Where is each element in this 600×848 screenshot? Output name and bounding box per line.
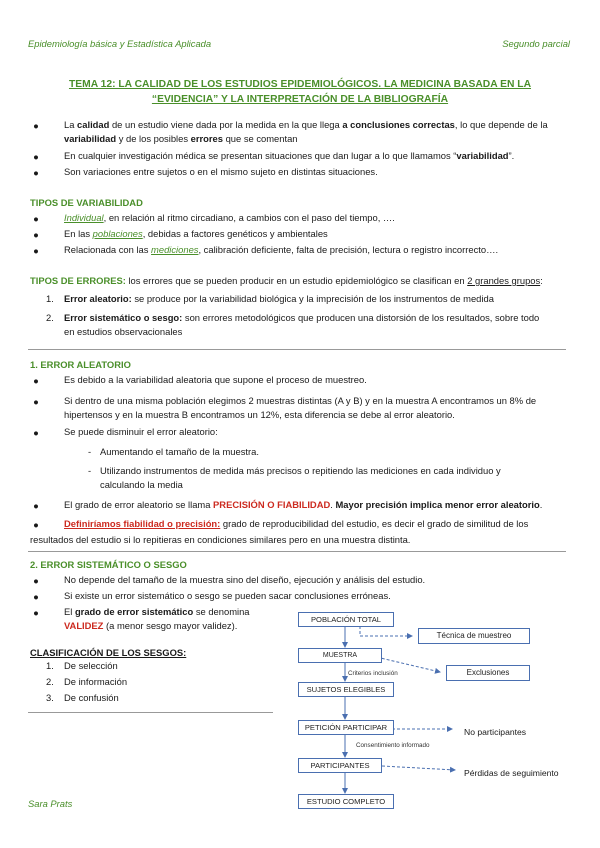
- header-term: Segundo parcial: [502, 38, 570, 49]
- list-number: 3.: [46, 692, 54, 703]
- bullet-icon: ●: [33, 151, 39, 162]
- section-heading-error-sistematico: 2. ERROR SISTEMÁTICO O SESGO: [30, 559, 187, 570]
- list-number: 1.: [46, 293, 54, 304]
- sesgo-item: De confusión: [64, 692, 119, 703]
- list-number: 1.: [46, 660, 54, 671]
- arrow-perdidas: [382, 766, 455, 770]
- error-type-item: Error sistemático o sesgo: son errores metodológicos que producen una distorsión de los resultados, sobre todo en estudios observacionales: [64, 312, 540, 337]
- bullet-icon: ●: [33, 167, 39, 178]
- bullet-icon: ●: [33, 396, 39, 407]
- list-number: 2.: [46, 676, 54, 687]
- bullet-icon: ●: [33, 427, 39, 438]
- box-poblacion-total: POBLACIÓN TOTAL: [298, 612, 394, 627]
- header-course: Epidemiología básica y Estadística Aplicada: [28, 38, 212, 49]
- variabilidad-item: En las poblaciones, debidas a factores genéticos y ambientales: [64, 228, 328, 239]
- label-perdidas-seguimiento: Pérdidas de seguimiento: [464, 768, 559, 778]
- bullet-icon: ●: [33, 575, 39, 586]
- title-line-2: “EVIDENCIA” Y LA INTERPRETACIÓN DE LA BIBLIOGRAFÍA: [151, 93, 449, 105]
- title-line-1: TEMA 12: LA CALIDAD DE LOS ESTUDIOS EPIDEMIOLÓGICOS. LA MEDICINA BASADA EN LA: [68, 79, 532, 90]
- box-exclusiones: Exclusiones: [446, 665, 530, 681]
- list-number: 2.: [46, 312, 54, 323]
- tipos-errores-intro: TIPOS DE ERRORES: los errores que se pueden producir en un estudio epidemiológico se clasifican en 2 grandes grupos:: [30, 275, 543, 286]
- intro-bullet-3: Son variaciones entre sujetos o en el mismo sujeto en distintas situaciones.: [64, 166, 378, 177]
- error-type-item: Error aleatorio: se produce por la variabilidad biológica y la imprecisión de los instrumentos de medida: [64, 293, 494, 304]
- intro-bullet-2: En cualquier investigación médica se presentan situaciones que dan lugar a lo que llamamos “variabilidad”.: [64, 150, 515, 161]
- sesgo-item: De información: [64, 676, 128, 687]
- dash-icon: -: [88, 446, 92, 457]
- arrow-tecnica: [360, 626, 412, 636]
- aleatorio-bullet-5-cont: resultados del estudio si lo repitieras en condiciones similares pero en una muestra distinta.: [30, 534, 411, 545]
- variabilidad-item: Individual, en relación al ritmo circadiano, a cambios con el paso del tiempo, ….: [64, 212, 395, 223]
- section-heading-error-aleatorio: 1. ERROR ALEATORIO: [30, 359, 131, 370]
- box-muestra: MUESTRA: [298, 648, 382, 663]
- section-heading-variabilidad: TIPOS DE VARIABILIDAD: [30, 197, 143, 208]
- box-participantes: PARTICIPANTES: [298, 758, 382, 773]
- aleatorio-bullet-3: Se puede disminuir el error aleatorio:: [64, 426, 218, 437]
- bullet-icon: ●: [33, 245, 39, 256]
- sistematico-bullet-3: El grado de error sistemático se denomina VALIDEZ (a menor sesgo mayor validez).: [64, 606, 250, 631]
- clasificacion-heading: CLASIFICACIÓN DE LOS SESGOS:: [30, 647, 187, 658]
- bullet-icon: ●: [33, 591, 39, 602]
- box-sujetos-elegibles: SUJETOS ELEGIBLES: [298, 682, 394, 697]
- label-consentimiento: Consentimiento informado: [356, 742, 430, 749]
- aleatorio-bullet-5: Definiríamos fiabilidad o precisión: grado de reproducibilidad del estudio, es decir el grado de similitud de los: [64, 518, 529, 529]
- label-no-participantes: No participantes: [464, 727, 527, 737]
- box-tecnica-muestreo: Técnica de muestreo: [418, 628, 530, 644]
- bullet-icon: ●: [33, 213, 39, 224]
- label-criterios-inclusion: Criterios inclusión: [348, 670, 398, 677]
- bullet-icon: ●: [33, 607, 39, 618]
- bullet-icon: ●: [33, 120, 39, 131]
- footer-author: Sara Prats: [28, 798, 73, 809]
- sistematico-bullet-2: Si existe un error sistemático o sesgo se pueden sacar conclusiones erróneas.: [64, 590, 391, 601]
- aleatorio-bullet-1: Es debido a la variabilidad aleatoria que supone el proceso de muestreo.: [64, 374, 367, 385]
- bullet-icon: ●: [33, 229, 39, 240]
- aleatorio-bullet-2: Si dentro de una misma población elegimos 2 muestras distintas (A y B) y en la muestra A encontramos un 8% de hipertensos y en la muestra B encontramos un 12%, esta diferencia se debe al error aleatorio.: [64, 395, 537, 420]
- aleatorio-subitem-1: Aumentando el tamaño de la muestra.: [100, 446, 259, 457]
- sesgo-item: De selección: [64, 660, 118, 671]
- bullet-icon: ●: [33, 500, 39, 511]
- dash-icon: -: [88, 465, 92, 476]
- box-estudio-completo: ESTUDIO COMPLETO: [298, 794, 394, 809]
- box-peticion-participar: PETICIÓN PARTICIPAR: [298, 720, 394, 735]
- bullet-icon: ●: [33, 375, 39, 386]
- aleatorio-bullet-4: El grado de error aleatorio se llama PRECISIÓN O FIABILIDAD. Mayor precisión implica menor error aleatorio.: [64, 499, 543, 510]
- bullet-icon: ●: [33, 519, 39, 530]
- sistematico-bullet-1: No depende del tamaño de la muestra sino del diseño, ejecución y análisis del estudio.: [64, 574, 426, 585]
- variabilidad-item: Relacionada con las mediciones, calibración deficiente, falta de precisión, lectura o registro incorrecto….: [64, 244, 499, 255]
- aleatorio-subitem-2: Utilizando instrumentos de medida más precisos o repitiendo las mediciones en cada individuo y calculando la media: [100, 465, 501, 490]
- intro-bullet-1: La calidad de un estudio viene dada por la medida en la que llega a conclusiones correctas, lo que depende de la variabilidad y de los posibles errores que se comentan: [64, 119, 548, 144]
